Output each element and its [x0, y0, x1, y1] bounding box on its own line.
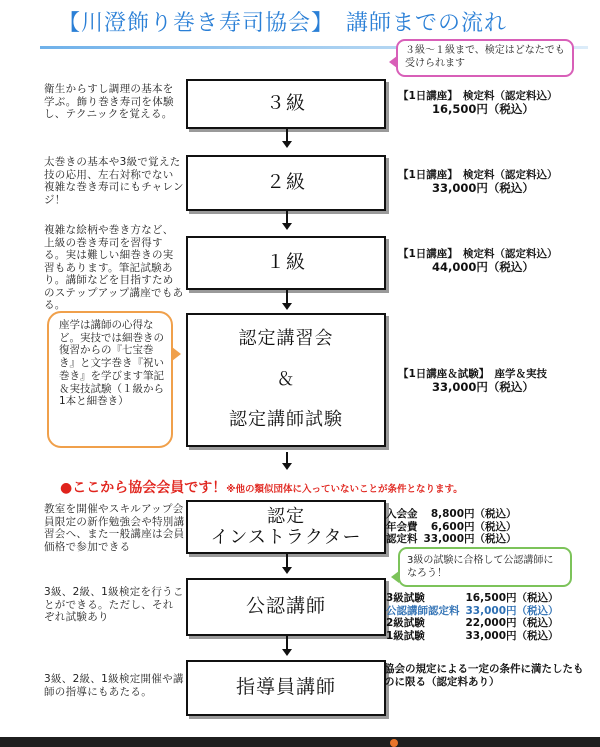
- instructor-fee-table: [386, 508, 517, 546]
- member-notice-main: ●ここから協会会員です！: [60, 480, 227, 496]
- taskbar-app-icon: [390, 739, 398, 747]
- fee-item: 2級試験: [386, 617, 425, 630]
- instructor-description: 教室を開催やスキルアップ会員限定の新作勉強会や特別講習会へ、また一般講座は会員価格で参加できる: [44, 503, 185, 553]
- page-title: 【川澄飾り巻き寿司協会】 講師までの流れ: [58, 11, 508, 36]
- fee-row: [386, 617, 559, 630]
- step-master-box: [186, 660, 386, 716]
- arrow-down-icon: [282, 636, 292, 656]
- arrow-down-icon: [282, 290, 292, 310]
- step-1kyu-description: 複雑な絵柄や巻き方など、上級の巻き寿司を習得する。実は難しい細巻きの実習もあります。筆記試験あり。講師などを目指すためのステップアップ講座でもある。: [44, 224, 184, 311]
- fee-row: [386, 533, 517, 546]
- certification-fee: [398, 368, 547, 394]
- callout-certified-lecturer: 3級の試験に合格して公認講師になろう！: [398, 547, 572, 587]
- step-2kyu-fee: [398, 169, 558, 195]
- arrow-down-icon: [282, 452, 292, 472]
- certification-line1: 認定講習会: [238, 328, 334, 350]
- master-note: 協会の規定による一定の条件に満たしたものに限る（認定料あり）: [384, 663, 584, 688]
- certified-lecturer-description: 3級、2級、1級検定を行うことができる。ただし、それぞれ試験あり: [44, 586, 184, 623]
- certified-lecturer-fee-table: [386, 592, 559, 642]
- step-1kyu-fee-head: 【1日講座】 検定料（認定料込）: [398, 248, 558, 260]
- certification-amp: ＆: [276, 368, 296, 390]
- fee-value: 16,500円（税込）: [465, 592, 559, 604]
- fee-value: 22,000円（税込）: [465, 617, 559, 630]
- callout-certification-detail: 座学は講師の心得など。実技では細巻きの復習からの『七宝巻き』と文字巻き『祝い巻き』を学びます筆記＆実技試験（１級から1本と細巻き）: [47, 311, 173, 448]
- fee-value: 33,000円（税込）: [465, 604, 559, 617]
- arrow-down-icon: [282, 554, 292, 574]
- fee-row: [386, 508, 517, 521]
- fee-row: [386, 592, 559, 605]
- step-3kyu-fee: [398, 90, 558, 116]
- member-notice-sub: ※他の類似団体に入っていないことが条件となります。: [226, 484, 463, 495]
- step-2kyu-fee-head: 【1日講座】 検定料（認定料込）: [398, 169, 558, 181]
- step-certification-box: [186, 313, 386, 447]
- master-description: 3級、2級、1級検定開催や講師の指導にもあたる。: [44, 673, 184, 698]
- step-1kyu-box: [186, 236, 386, 290]
- step-2kyu-box: [186, 155, 386, 211]
- step-1kyu-fee-amount: 44,000円（税込）: [432, 260, 534, 274]
- arrow-down-icon: [282, 210, 292, 230]
- fee-item: 公認講師認定料: [386, 604, 460, 617]
- step-2kyu-fee-amount: 33,000円（税込）: [432, 181, 534, 195]
- fee-item: 3級試験: [386, 592, 425, 604]
- master-label: 指導員講師: [235, 676, 336, 699]
- fee-value: 6,600円（税込）: [430, 520, 517, 533]
- fee-row: [386, 630, 559, 643]
- member-notice: [60, 477, 463, 497]
- certification-fee-head: 【1日講座＆試験】 座学＆実技: [398, 368, 548, 380]
- fee-row: [386, 605, 559, 618]
- fee-item: 年会費: [386, 520, 418, 533]
- instructor-line1: 認定: [267, 506, 305, 527]
- fee-item: 認定料: [386, 533, 418, 546]
- fee-item: 1級試験: [386, 629, 425, 642]
- step-instructor-box: [186, 500, 386, 554]
- fee-value: 33,000円（税込）: [465, 629, 559, 642]
- window-bottom-strip: [0, 737, 600, 747]
- fee-value: 8,800円（税込）: [430, 508, 517, 520]
- instructor-line2: インストラクター: [210, 527, 362, 548]
- step-2kyu-description: 太巻きの基本や3級で覚えた技の応用、左右対称でない複雑な巻き寿司にもチャレンジ！: [44, 156, 184, 206]
- certification-line2: 認定講師試験: [229, 409, 343, 431]
- fee-row: [386, 521, 517, 534]
- step-2kyu-label: ２級: [265, 171, 306, 194]
- step-3kyu-description: 衛生からすし調理の基本を学ぶ。飾り巻き寿司を体験し、テクニックを覚える。: [44, 83, 174, 120]
- step-certified-lecturer-box: [186, 578, 386, 636]
- step-3kyu-box: [186, 79, 386, 129]
- arrow-down-icon: [282, 128, 292, 148]
- fee-value: 33,000円（税込）: [423, 533, 517, 546]
- callout-exam-open: ３級～１級まで、検定はどなたでも受けられます: [396, 39, 574, 77]
- step-3kyu-label: ３級: [265, 92, 306, 115]
- step-1kyu-fee: [398, 248, 558, 274]
- fee-item: 入会金: [386, 508, 418, 520]
- step-3kyu-fee-amount: 16,500円（税込）: [432, 102, 534, 116]
- certification-fee-amount: 33,000円（税込）: [432, 380, 534, 394]
- certified-lecturer-label: 公認講師: [245, 595, 326, 618]
- step-1kyu-label: １級: [265, 251, 306, 274]
- step-3kyu-fee-head: 【1日講座】 検定料（認定料込）: [398, 90, 558, 102]
